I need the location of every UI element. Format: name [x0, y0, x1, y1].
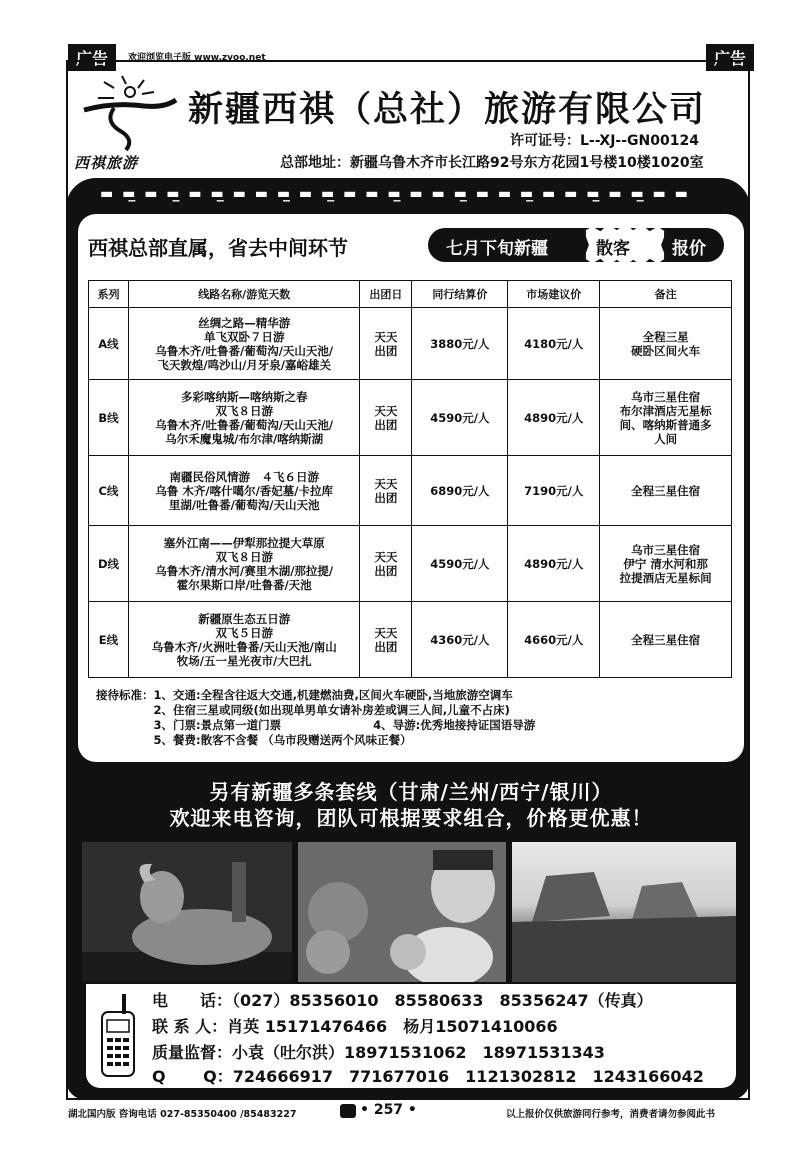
route-name: [128, 526, 360, 602]
route-note: 全程三星 硬卧区间火车: [600, 308, 732, 380]
phone-label: 电 话：: [152, 991, 233, 1010]
route-note: 全程三星住宿: [600, 602, 732, 678]
yardang-image: [512, 842, 736, 982]
col-header: 线路名称/游览天数: [128, 281, 360, 308]
market-price: 4180元/人: [508, 308, 600, 380]
ad-label-right: 广告: [706, 44, 754, 71]
grapes-man-image: [298, 842, 506, 982]
page-number: • 257 •: [360, 1102, 417, 1118]
pill-right-text: 报价: [672, 239, 706, 259]
route-name-line: 乌鲁木齐/吐鲁番/葡萄沟/天山天池/: [155, 343, 334, 358]
trade-price: 4590元/人: [412, 526, 508, 602]
supervisor-value: 小袁（吐尔洪）18971531062 18971531343: [232, 1043, 605, 1062]
col-header: 出团日: [360, 281, 412, 308]
price-pill: [428, 228, 724, 262]
footer-right: 以上报价仅供旅游同行参考，消费者请勿参阅此书: [506, 1109, 716, 1120]
logo-text: 西祺旅游: [74, 154, 139, 172]
route-name-line: 南疆民俗风情游 ４飞６日游: [169, 469, 319, 484]
standard-line: 2、住宿三星或同级(如出现单男单女请补房差或调三人间,儿童不占床): [96, 703, 510, 717]
route-name-line: 乌鲁 木齐/喀什噶尔/香妃墓/卡拉库: [155, 483, 333, 498]
person-value: 肖英 15171476466 杨月15071410066: [227, 1017, 558, 1036]
col-header: 同行结算价: [412, 281, 508, 308]
route-name-line: 乌鲁木齐/吐鲁番/葡萄沟/天山天池/: [155, 417, 334, 432]
route-table: [88, 280, 732, 678]
col-header: 备注: [600, 281, 732, 308]
contact-qq: [152, 1064, 704, 1087]
qq-label: Q Q：: [152, 1067, 233, 1086]
contact-person: [152, 1014, 558, 1037]
photo-roast-lamb: [82, 842, 292, 982]
col-header: 市场建议价: [508, 281, 600, 308]
table-row: [89, 526, 732, 602]
route-note: 乌市三星住宿 伊宁 清水河和那 拉提酒店无星标间: [600, 526, 732, 602]
table-row: [89, 380, 732, 456]
license-number: 许可证号：L--XJ--GN00124: [510, 133, 699, 149]
departure: 天天 出团: [360, 602, 412, 678]
route-code: E线: [89, 602, 129, 678]
company-name: 新疆西祺（总社）旅游有限公司: [188, 90, 707, 130]
route-name: [128, 380, 360, 456]
contact-supervisor: [152, 1040, 605, 1063]
trade-price: 4360元/人: [412, 602, 508, 678]
table-row: [89, 308, 732, 380]
departure: 天天 出团: [360, 456, 412, 526]
standard-line: 接待标准：1、交通:全程含往返大交通,机建燃油费,区间火车硬卧,当地旅游空调车: [96, 688, 513, 702]
route-name: [128, 308, 360, 380]
route-code: A线: [89, 308, 129, 380]
col-header: 系列: [89, 281, 129, 308]
qq-value: 724666917 771677016 1121302812 1243166042: [232, 1067, 704, 1086]
route-name-line: 多彩喀纳斯—喀纳斯之春: [180, 389, 308, 404]
market-price: 7190元/人: [508, 456, 600, 526]
pill-left-text: 七月下旬新疆: [446, 239, 548, 259]
photo-grapes-man: [298, 842, 506, 982]
route-name-line: 里湖/吐鲁番/葡萄沟/天山天池: [168, 497, 320, 512]
table-row: [89, 602, 732, 678]
route-name-line: 新疆原生态五日游: [198, 611, 291, 626]
departure: 天天 出团: [360, 526, 412, 602]
roast-lamb-image: [82, 842, 292, 982]
trade-price: 4590元/人: [412, 380, 508, 456]
trade-price: 3880元/人: [412, 308, 508, 380]
route-name-line: 霍尔果斯口岸/吐鲁番/天池: [176, 577, 312, 592]
company-logo: [74, 72, 184, 172]
trade-price: 6890元/人: [412, 456, 508, 526]
route-name-line: 乌鲁木齐/清水河/赛里木湖/那拉提/: [155, 563, 334, 578]
route-name-line: 双飞８日游: [215, 549, 273, 564]
route-name-line: 双飞５日游: [215, 625, 273, 640]
route-code: B线: [89, 380, 129, 456]
route-name-line: 牧场/五一星光夜市/大巴扎: [176, 653, 312, 668]
route-code: C线: [89, 456, 129, 526]
footer-left: 湖北国内版 咨询电话 027-85350400 /85483227: [68, 1109, 297, 1120]
person-label: 联 系 人：: [152, 1017, 228, 1036]
website-text: 欢迎浏览电子版 www.zyoo.net: [128, 53, 266, 63]
photo-yardang-landform: [512, 842, 736, 982]
route-name-line: 丝绸之路—精华游: [198, 315, 291, 330]
route-note: 乌市三星住宿 布尔津酒店无星标 间、喀纳斯普通多 人间: [600, 380, 732, 456]
route-note: 全程三星住宿: [600, 456, 732, 526]
route-name-line: 乌鲁木齐/火洲吐鲁番/天山天池/南山: [151, 639, 337, 654]
supervisor-label: 质量监督：: [152, 1043, 233, 1062]
route-name-line: 塞外江南——伊犁那拉提大草原: [163, 535, 325, 550]
pill-burst-text: 散客: [596, 239, 630, 259]
route-name: [128, 602, 360, 678]
table-header-row: [89, 281, 732, 308]
ad-label-left: 广告: [68, 44, 116, 71]
company-address: 总部地址：新疆乌鲁木齐市长江路92号东方花园1号楼10楼1020室: [280, 155, 704, 171]
market-price: 4890元/人: [508, 380, 600, 456]
logo-figure-icon: [74, 72, 184, 152]
market-price: 4660元/人: [508, 602, 600, 678]
standard-line: 5、餐费:散客不含餐 （乌市段赠送两个风味正餐）: [96, 733, 412, 747]
standard-line: 3、门票:景点第一道门票 4、导游:优秀地接持证国语导游: [96, 718, 536, 732]
departure: 天天 出团: [360, 308, 412, 380]
route-name-line: 单飞双卧７日游: [203, 329, 285, 344]
page-badge-icon: [340, 1104, 356, 1118]
decorative-dashes: ▬ ▬̲ ▬ ▬̲ ▬ ▬̲ ▬ ▬ ▬̲ ▬ ▬̲ ▬ ▬ ▬̲ ▬ ▬ ▬̲ ▬ ▬ ▬̲ ▬ ▬ ▬̲ ▬ ▬̲ ▬ ▬: [100, 186, 690, 202]
phone-value: （027）85356010 85580633 85356247（传真）: [232, 991, 653, 1010]
route-name-line: 双飞８日游: [215, 403, 273, 418]
slogan: 西祺总部直属，省去中间环节: [88, 236, 348, 260]
banner-line-1: 另有新疆多条套线（甘肃/兰州/西宁/银川）: [209, 780, 613, 804]
route-name-line: 乌尔禾魔鬼城/布尔津/喀纳斯湖: [165, 431, 324, 446]
route-code: D线: [89, 526, 129, 602]
table-row: [89, 456, 732, 526]
banner-line-2: 欢迎来电咨询，团队可根据要求组合，价格更优惠！: [169, 806, 653, 830]
route-name: [128, 456, 360, 526]
departure: 天天 出团: [360, 380, 412, 456]
reception-standards: [96, 688, 535, 748]
market-price: 4890元/人: [508, 526, 600, 602]
contact-phone: [152, 988, 653, 1011]
route-name-line: 飞天敦煌/鸣沙山/月牙泉/嘉峪雄关: [157, 357, 331, 372]
mobile-phone-icon: [96, 992, 140, 1084]
